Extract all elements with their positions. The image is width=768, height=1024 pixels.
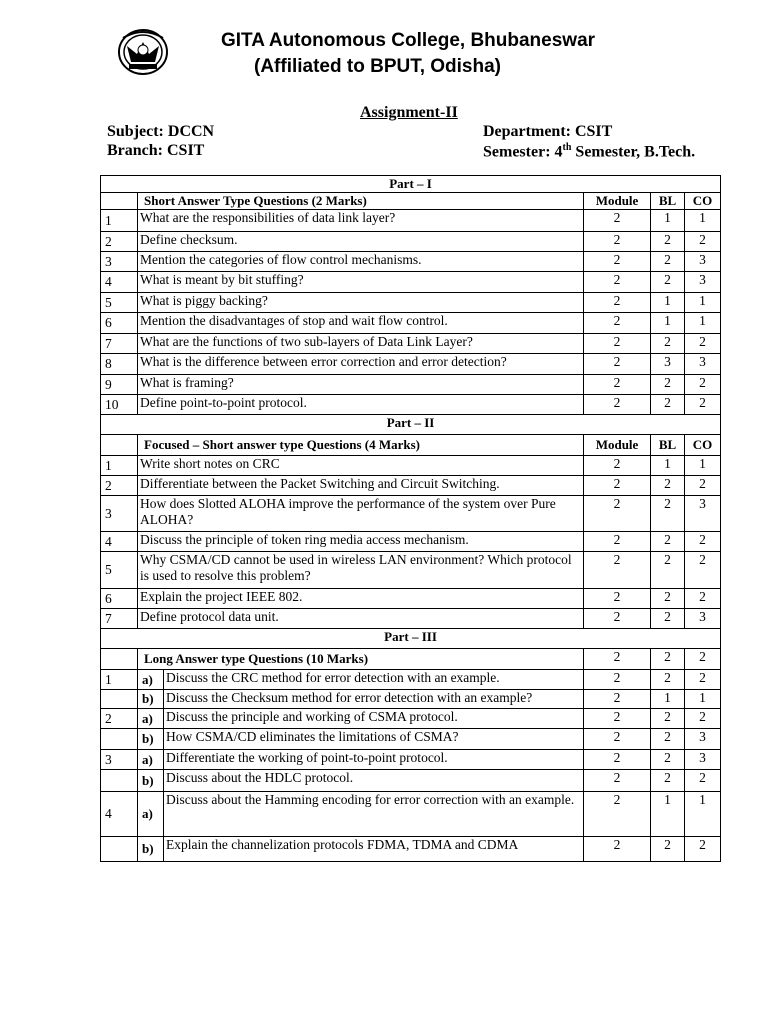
co-cell: 2 — [685, 232, 721, 252]
co-cell: 2 — [685, 476, 721, 496]
bl-cell: 2 — [651, 476, 685, 496]
co-header: CO — [685, 193, 721, 210]
co-cell: 2 — [685, 395, 721, 415]
question-number: 7 — [101, 609, 138, 629]
co-cell: 2 — [685, 552, 721, 589]
question-text: What are the functions of two sub-layers of Data Link Layer? — [138, 334, 584, 354]
question-text: Differentiate between the Packet Switching and Circuit Switching. — [138, 476, 584, 496]
bl-cell: 2 — [651, 395, 685, 415]
co-cell: 3 — [685, 496, 721, 532]
question-text: Explain the project IEEE 802. — [138, 589, 584, 609]
bl-cell: 2 — [651, 252, 685, 272]
module-header: Module — [584, 435, 651, 456]
module-cell: 2 — [584, 750, 651, 770]
branch-label: Branch: CSIT — [107, 142, 205, 159]
question-text: How CSMA/CD eliminates the limitations of CSMA? — [164, 729, 584, 750]
question-row — [101, 589, 721, 609]
college-logo-icon — [117, 28, 169, 76]
module-cell: 2 — [584, 334, 651, 354]
part-title-row — [101, 415, 721, 435]
question-text: How does Slotted ALOHA improve the performance of the system over Pure ALOHA? — [138, 496, 584, 532]
question-text: What is the difference between error correction and error detection? — [138, 354, 584, 375]
question-text: Differentiate the working of point-to-point protocol. — [164, 750, 584, 770]
question-number: 3 — [101, 750, 138, 770]
section-header-row — [101, 193, 721, 210]
sub-question-label: b) — [138, 729, 164, 750]
question-number: 2 — [101, 709, 138, 729]
question-row — [101, 476, 721, 496]
subject-label: Subject: DCCN — [107, 123, 215, 140]
question-number: 1 — [101, 670, 138, 690]
question-number — [101, 690, 138, 709]
assignment-title: Assignment-II — [360, 104, 458, 121]
part-title-row — [101, 176, 721, 193]
module-cell: 2 — [584, 532, 651, 552]
co-cell: 2 — [685, 375, 721, 395]
college-affiliation: (Affiliated to BPUT, Odisha) — [254, 56, 501, 77]
bl-cell: 2 — [651, 609, 685, 629]
module-cell: 2 — [584, 649, 651, 670]
bl-cell: 1 — [651, 792, 685, 837]
question-number: 2 — [101, 232, 138, 252]
question-text: Why CSMA/CD cannot be used in wireless LAN environment? Which protocol is used to resolve this problem? — [138, 552, 584, 589]
question-row — [101, 334, 721, 354]
sub-question-label: b) — [138, 770, 164, 792]
sub-question-label: a) — [138, 792, 164, 837]
sub-question-label: b) — [138, 837, 164, 862]
co-header: CO — [685, 435, 721, 456]
section-header-row — [101, 435, 721, 456]
question-number: 4 — [101, 532, 138, 552]
question-row — [101, 729, 721, 750]
question-number: 5 — [101, 552, 138, 589]
question-text: Discuss the Checksum method for error detection with an example? — [164, 690, 584, 709]
question-row — [101, 272, 721, 293]
co-cell: 1 — [685, 792, 721, 837]
module-cell: 2 — [584, 375, 651, 395]
question-number: 4 — [101, 792, 138, 837]
question-number: 7 — [101, 334, 138, 354]
bl-cell: 3 — [651, 354, 685, 375]
part-title-row — [101, 629, 721, 649]
blank-cell — [101, 649, 138, 670]
question-number: 1 — [101, 210, 138, 232]
question-row — [101, 609, 721, 629]
question-text: Mention the categories of flow control mechanisms. — [138, 252, 584, 272]
co-cell: 1 — [685, 293, 721, 313]
co-cell: 1 — [685, 313, 721, 334]
co-cell: 3 — [685, 729, 721, 750]
question-row — [101, 354, 721, 375]
module-cell: 2 — [584, 609, 651, 629]
question-row — [101, 670, 721, 690]
question-text: Define protocol data unit. — [138, 609, 584, 629]
question-text: Explain the channelization protocols FDMA, TDMA and CDMA — [164, 837, 584, 862]
sub-question-label: a) — [138, 750, 164, 770]
question-row — [101, 690, 721, 709]
question-row — [101, 770, 721, 792]
question-row — [101, 293, 721, 313]
question-text: Discuss the principle and working of CSMA protocol. — [164, 709, 584, 729]
question-number: 5 — [101, 293, 138, 313]
question-text: Discuss about the Hamming encoding for error correction with an example. — [164, 792, 584, 837]
bl-cell: 2 — [651, 837, 685, 862]
module-cell: 2 — [584, 792, 651, 837]
question-row — [101, 252, 721, 272]
question-text: Define point-to-point protocol. — [138, 395, 584, 415]
co-cell: 3 — [685, 252, 721, 272]
module-cell: 2 — [584, 770, 651, 792]
bl-cell: 2 — [651, 750, 685, 770]
question-number — [101, 770, 138, 792]
bl-cell: 2 — [651, 496, 685, 532]
module-cell: 2 — [584, 232, 651, 252]
module-cell: 2 — [584, 354, 651, 375]
college-name: GITA Autonomous College, Bhubaneswar — [221, 30, 596, 51]
bl-cell: 2 — [651, 770, 685, 792]
module-cell: 2 — [584, 313, 651, 334]
co-cell: 3 — [685, 750, 721, 770]
question-number: 10 — [101, 395, 138, 415]
department-label: Department: CSIT — [483, 123, 613, 140]
module-cell: 2 — [584, 496, 651, 532]
question-row — [101, 837, 721, 862]
question-row — [101, 456, 721, 476]
co-cell: 1 — [685, 210, 721, 232]
question-number: 1 — [101, 456, 138, 476]
section-header-row — [101, 649, 721, 670]
semester-label: Semester: 4th Semester, B.Tech. — [483, 142, 696, 161]
module-cell: 2 — [584, 476, 651, 496]
module-cell: 2 — [584, 210, 651, 232]
module-cell: 2 — [584, 670, 651, 690]
co-cell: 2 — [685, 532, 721, 552]
questions-table — [100, 175, 721, 862]
bl-cell: 2 — [651, 589, 685, 609]
bl-cell: 2 — [651, 709, 685, 729]
bl-cell: 2 — [651, 232, 685, 252]
blank-cell — [101, 435, 138, 456]
question-row — [101, 532, 721, 552]
module-cell: 2 — [584, 552, 651, 589]
question-number — [101, 729, 138, 750]
question-row — [101, 395, 721, 415]
co-cell: 1 — [685, 690, 721, 709]
module-cell: 2 — [584, 589, 651, 609]
bl-cell: 2 — [651, 729, 685, 750]
bl-cell: 1 — [651, 313, 685, 334]
co-cell: 3 — [685, 272, 721, 293]
bl-cell: 2 — [651, 670, 685, 690]
question-number: 3 — [101, 496, 138, 532]
question-number: 8 — [101, 354, 138, 375]
question-row — [101, 232, 721, 252]
part-title: Part – III — [101, 629, 721, 649]
bl-cell: 2 — [651, 375, 685, 395]
question-text: What are the responsibilities of data link layer? — [138, 210, 584, 232]
question-row — [101, 375, 721, 395]
bl-header: BL — [651, 435, 685, 456]
co-cell: 2 — [685, 589, 721, 609]
bl-header: BL — [651, 193, 685, 210]
module-cell: 2 — [584, 709, 651, 729]
module-cell: 2 — [584, 395, 651, 415]
co-cell: 3 — [685, 609, 721, 629]
question-number: 6 — [101, 313, 138, 334]
module-cell: 2 — [584, 729, 651, 750]
question-number — [101, 837, 138, 862]
question-row — [101, 709, 721, 729]
co-cell: 2 — [685, 649, 721, 670]
question-number: 4 — [101, 272, 138, 293]
module-cell: 2 — [584, 837, 651, 862]
co-cell: 2 — [685, 770, 721, 792]
co-cell: 3 — [685, 354, 721, 375]
question-text: What is framing? — [138, 375, 584, 395]
module-cell: 2 — [584, 272, 651, 293]
question-text: Mention the disadvantages of stop and wait flow control. — [138, 313, 584, 334]
sub-question-label: b) — [138, 690, 164, 709]
question-row — [101, 210, 721, 232]
module-cell: 2 — [584, 690, 651, 709]
bl-cell: 2 — [651, 532, 685, 552]
bl-cell: 1 — [651, 293, 685, 313]
question-row — [101, 750, 721, 770]
question-text: Discuss about the HDLC protocol. — [164, 770, 584, 792]
question-text: Define checksum. — [138, 232, 584, 252]
bl-cell: 2 — [651, 334, 685, 354]
module-cell: 2 — [584, 293, 651, 313]
co-cell: 2 — [685, 709, 721, 729]
co-cell: 2 — [685, 837, 721, 862]
bl-cell: 2 — [651, 649, 685, 670]
sub-question-label: a) — [138, 709, 164, 729]
part-title: Part – I — [101, 176, 721, 193]
question-text: What is piggy backing? — [138, 293, 584, 313]
bl-cell: 1 — [651, 456, 685, 476]
bl-cell: 2 — [651, 552, 685, 589]
co-cell: 2 — [685, 670, 721, 690]
section-heading: Short Answer Type Questions (2 Marks) — [138, 193, 584, 210]
question-text: Discuss the CRC method for error detection with an example. — [164, 670, 584, 690]
blank-cell — [101, 193, 138, 210]
question-text: Write short notes on CRC — [138, 456, 584, 476]
question-row — [101, 313, 721, 334]
section-heading: Long Answer type Questions (10 Marks) — [138, 649, 584, 670]
question-number: 3 — [101, 252, 138, 272]
bl-cell: 1 — [651, 690, 685, 709]
module-header: Module — [584, 193, 651, 210]
question-row — [101, 792, 721, 837]
question-number: 2 — [101, 476, 138, 496]
question-row — [101, 496, 721, 532]
question-text: Discuss the principle of token ring media access mechanism. — [138, 532, 584, 552]
question-text: What is meant by bit stuffing? — [138, 272, 584, 293]
bl-cell: 1 — [651, 210, 685, 232]
sub-question-label: a) — [138, 670, 164, 690]
bl-cell: 2 — [651, 272, 685, 293]
part-title: Part – II — [101, 415, 721, 435]
co-cell: 1 — [685, 456, 721, 476]
module-cell: 2 — [584, 252, 651, 272]
section-heading: Focused – Short answer type Questions (4 Marks) — [138, 435, 584, 456]
co-cell: 2 — [685, 334, 721, 354]
question-number: 9 — [101, 375, 138, 395]
question-row — [101, 552, 721, 589]
question-number: 6 — [101, 589, 138, 609]
module-cell: 2 — [584, 456, 651, 476]
